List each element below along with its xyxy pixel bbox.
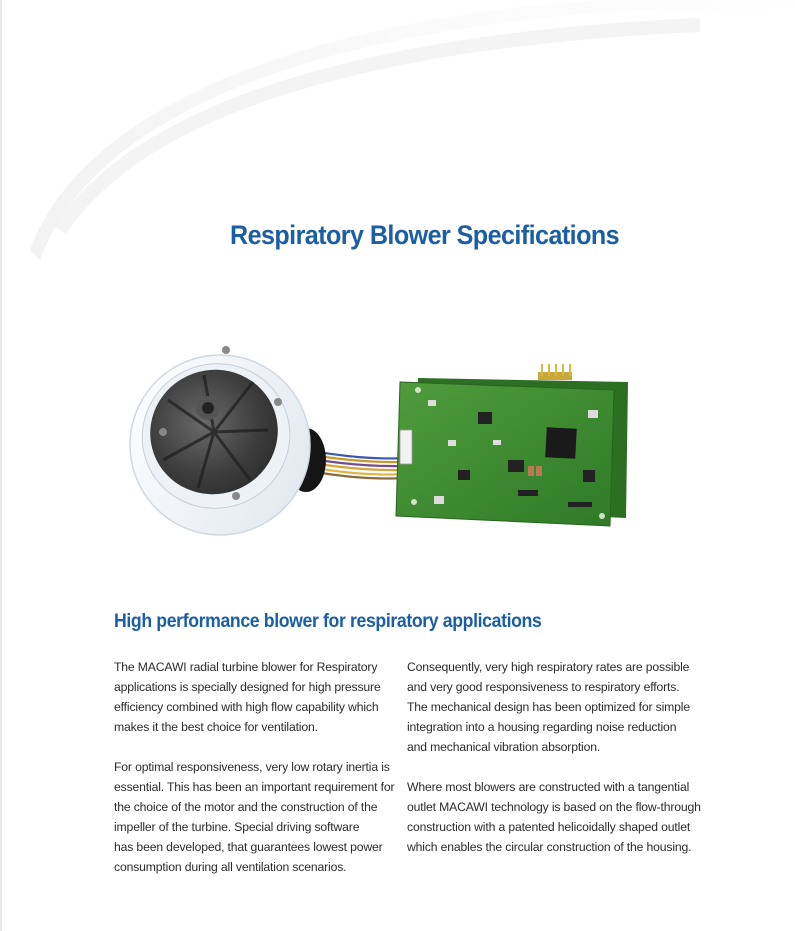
pcb-board	[396, 364, 628, 526]
text-line: and mechanical vibration absorption.	[407, 740, 601, 754]
page-edge	[0, 0, 2, 931]
text-line: impeller of the turbine. Special driving software	[114, 820, 360, 834]
text-line: applications is specially designed for high pressure	[114, 680, 381, 694]
text-line: construction with a patented helicoidally shaped outlet	[407, 820, 691, 834]
paragraph	[407, 657, 707, 757]
left-column	[114, 657, 404, 897]
text-line: outlet MACAWI technology is based on the flow-through	[407, 800, 701, 814]
text-line: The MACAWI radial turbine blower for Respiratory	[114, 660, 378, 674]
blower-product-image	[128, 320, 648, 540]
paragraph	[114, 757, 404, 877]
text-line: the choice of the motor and the construction of the	[114, 800, 378, 814]
text-line: essential. This has been an important requirement for	[114, 780, 395, 794]
text-line: efficiency combined with high flow capability which	[114, 700, 379, 714]
paragraph	[407, 777, 707, 857]
text-line: integration into a housing regarding noise reduction	[407, 720, 677, 734]
text-line: Where most blowers are constructed with a tangential	[407, 780, 690, 794]
paragraph	[114, 657, 404, 737]
text-line: makes it the best choice for ventilation.	[114, 720, 318, 734]
text-line: which enables the circular construction of the housing.	[407, 840, 692, 854]
background-swoosh	[0, 0, 795, 300]
section-heading: High performance blower for respiratory applications	[114, 611, 542, 632]
text-line: For optimal responsiveness, very low rotary inertia is	[114, 760, 390, 774]
blower-housing	[128, 330, 335, 540]
text-line: has been developed, that guarantees lowest power	[114, 840, 383, 854]
text-line: and very good responsiveness to respiratory efforts.	[407, 680, 680, 694]
text-line: Consequently, very high respiratory rates are possible	[407, 660, 690, 674]
text-line: The mechanical design has been optimized for simple	[407, 700, 690, 714]
text-line: consumption during all ventilation scenarios.	[114, 860, 347, 874]
right-column	[407, 657, 707, 877]
page-title: Respiratory Blower Specifications	[230, 220, 620, 250]
